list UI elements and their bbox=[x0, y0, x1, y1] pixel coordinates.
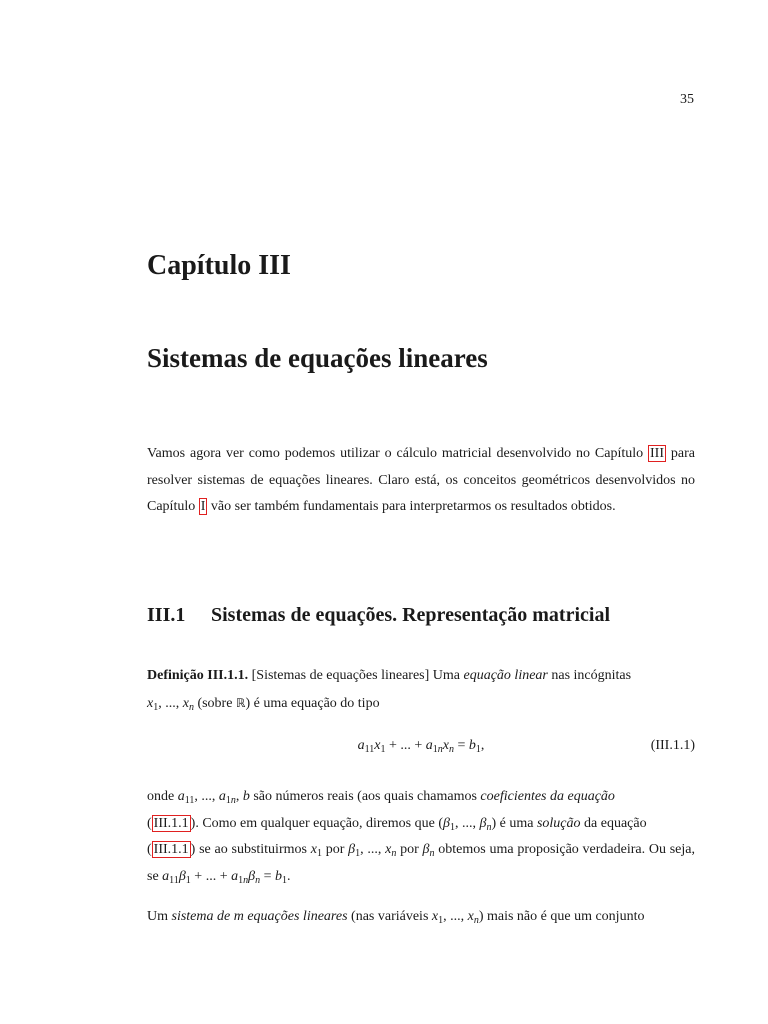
section-number: III.1 bbox=[147, 604, 186, 626]
intro-paragraph: Vamos agora ver como podemos utilizar o cálculo matricial desenvolvido no Capítulo III para resolver sistemas de equações lineares. Claro está, os conceitos geométricos desenvolvidos no Capítulo I vão ser também fundamentais para interpretarmos os resultados obtidos. bbox=[147, 446, 695, 514]
coefficients-paragraph: onde $a_{11}$, ..., $a_{1n}$, b são números reais (aos quais chamamos coeficientes da equação ( III.1.1 ). Como em qualquer equação, diremos que ($\beta_1$, ..., $\beta_n$) é uma solução da equação ( III.1.1 ) se ao substituirmos $x_1$ por $\beta_1$, ..., $x_n$ por $\beta_n$ obtemos uma proposição verdadeira. Ou seja, se $a_{11}\beta_1$ + ... + $a_{1n}\beta_n = b_1$. bbox=[147, 789, 696, 886]
chapter-number: Capítulo III bbox=[147, 250, 291, 281]
page-number: 35 bbox=[680, 92, 694, 107]
reals-symbol: ℝ bbox=[235, 695, 246, 710]
chapter-ref-link[interactable]: III bbox=[650, 446, 665, 461]
system-paragraph: Um sistema de m equações lineares (nas variáveis $x_1$, ..., $x_n$) mais não é que um conjunto bbox=[147, 909, 645, 926]
definition-paragraph: Definição III.1.1. [Sistemas de equações lineares] Uma equação linear nas incógnitas $x_1$, ..., $x_n$ (sobre ℝ) é uma equação do tipo bbox=[147, 668, 632, 713]
equation-ref-link[interactable]: III.1.1 bbox=[153, 815, 189, 831]
section-title: Sistemas de equações. Representação matricial bbox=[211, 604, 611, 626]
chapter-ref-link[interactable]: I bbox=[200, 499, 206, 514]
chapter-title: Sistemas de equações lineares bbox=[147, 343, 488, 373]
equation-body: $a_{11}x_1$ + ... + $a_{1n}x_n = b_1$, bbox=[357, 738, 485, 755]
equation-ref-link[interactable]: III.1.1 bbox=[153, 842, 189, 857]
equation-tag: (III.1.1) bbox=[650, 738, 695, 753]
math-unknowns: $x_1$, ..., $x_n$ bbox=[147, 695, 194, 713]
section-heading bbox=[147, 604, 610, 627]
definition-label: Definição III.1.1. bbox=[147, 668, 249, 683]
